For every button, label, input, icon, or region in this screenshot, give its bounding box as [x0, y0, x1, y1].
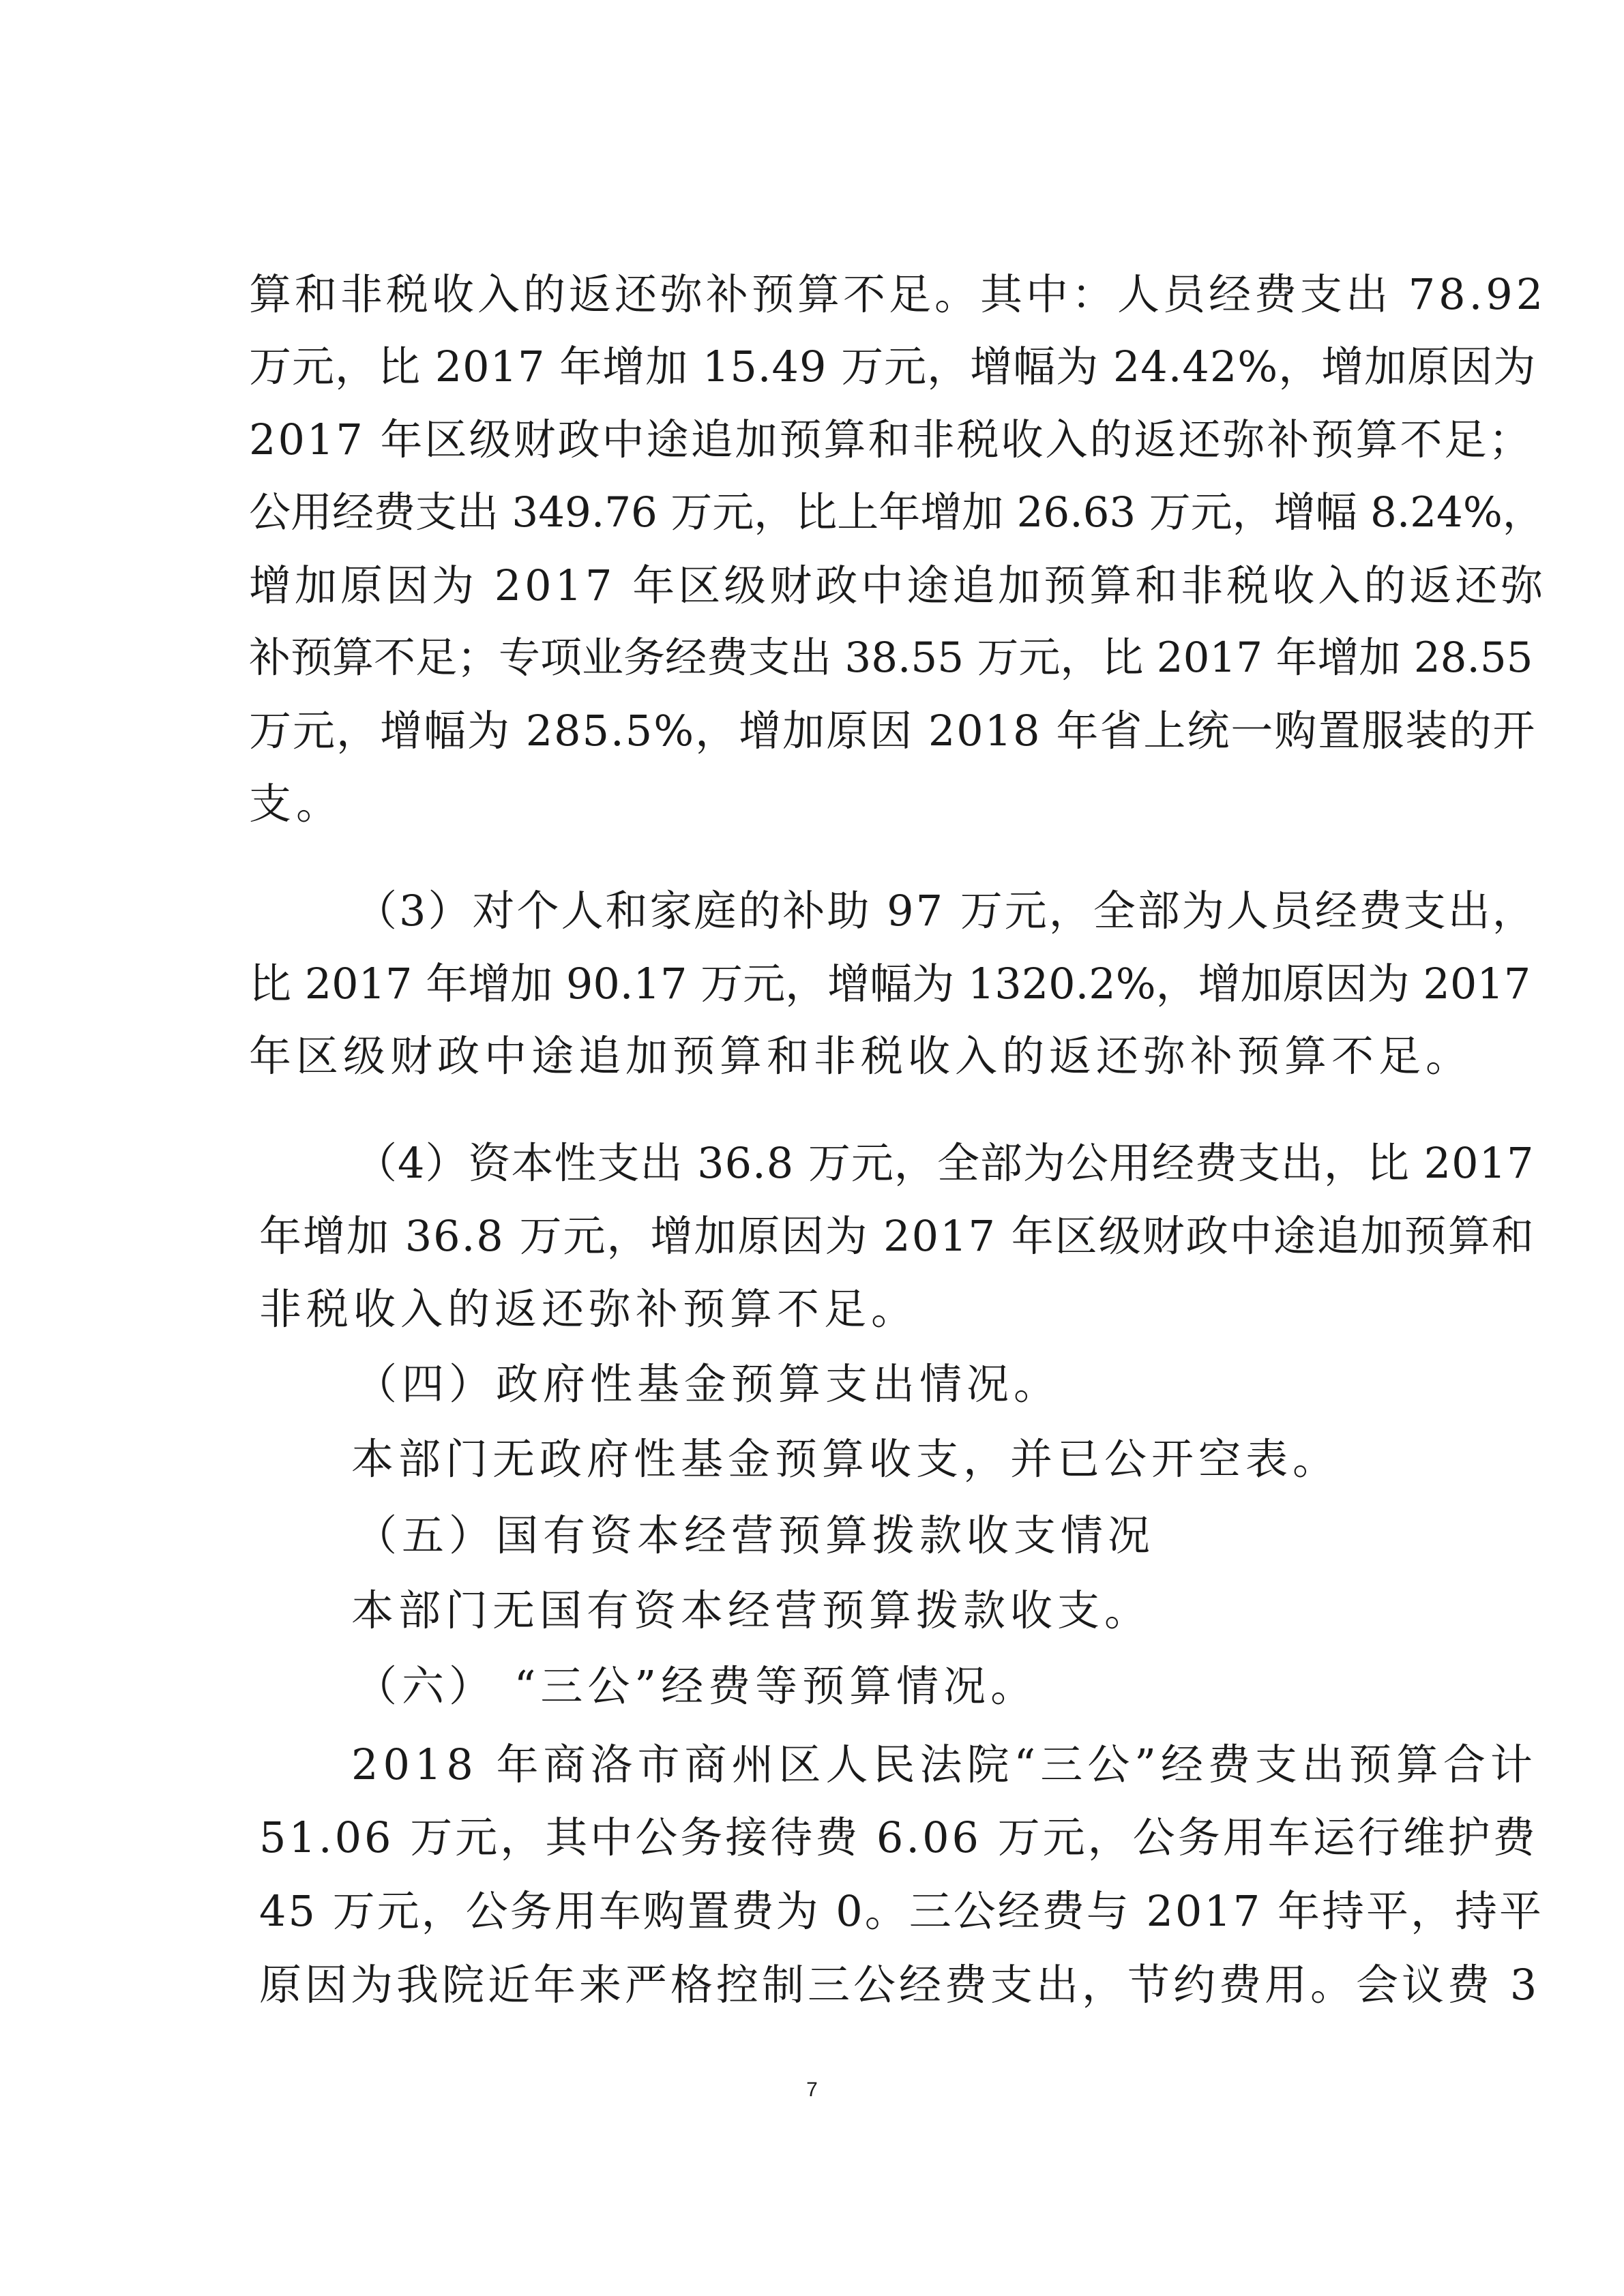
section-heading-4: （四）政府性基金预算支出情况。	[355, 1359, 1061, 1409]
text-line: 万元，比 2017 年增加 15.49 万元，增幅为 24.42%，增加原因为	[249, 342, 1537, 391]
section-heading-6: （六） “三公”经费等预算情况。	[355, 1661, 1038, 1711]
text-line: 2017 年区级财政中途追加预算和非税收入的返还弥补预算不足；	[249, 415, 1533, 464]
paragraph-item-3: （3）对个人和家庭的补助 97 万元，全部为人员经费支出，	[355, 886, 1537, 936]
text-line: 本部门无国有资本经营预算拨款收支。	[351, 1585, 1152, 1635]
text-line: 原因为我院近年来严格控制三公经费支出，节约费用。会议费 3	[259, 1960, 1541, 2010]
text-line: 支。	[249, 779, 344, 829]
text-line: 公用经费支出 349.76 万元，比上年增加 26.63 万元，增幅 8.24%，	[249, 488, 1544, 537]
text-line: 增加原因为 2017 年区级财政中途追加预算和非税收入的返还弥	[249, 561, 1547, 610]
text-line: 补预算不足；专项业务经费支出 38.55 万元，比 2017 年增加 28.55	[249, 633, 1533, 682]
text-line: 年增加 36.8 万元，增加原因为 2017 年区级财政中途追加预算和	[259, 1211, 1535, 1261]
paragraph-item-4: （4）资本性支出 36.8 万元，全部为公用经费支出，比 2017	[355, 1138, 1535, 1188]
text-line: 51.06 万元，其中公务接待费 6.06 万元，公务用车运行维护费	[259, 1813, 1538, 1862]
text-line: 45 万元，公务用车购置费为 0。三公经费与 2017 年持平，持平	[259, 1886, 1544, 1936]
text-line: 2018 年商洛市商州区人民法院“三公”经费支出预算合计	[351, 1740, 1537, 1789]
page-number: 7	[806, 2078, 818, 2101]
text-line: 年区级财政中途追加预算和非税收入的返还弥补预算不足。	[249, 1031, 1473, 1081]
text-line: 算和非税收入的返还弥补预算不足。其中：人员经费支出 78.92	[249, 269, 1547, 319]
text-line: 本部门无政府性基金预算收支，并已公开空表。	[351, 1434, 1340, 1484]
text-line: 非税收入的返还弥补预算不足。	[259, 1284, 919, 1334]
section-heading-5: （五）国有资本经营预算拨款收支情况	[355, 1510, 1155, 1560]
text-line: 比 2017 年增加 90.17 万元，增幅为 1320.2%，增加原因为 2017	[249, 959, 1531, 1009]
text-line: 万元，增幅为 285.5%，增加原因 2018 年省上统一购置服装的开	[249, 706, 1537, 756]
